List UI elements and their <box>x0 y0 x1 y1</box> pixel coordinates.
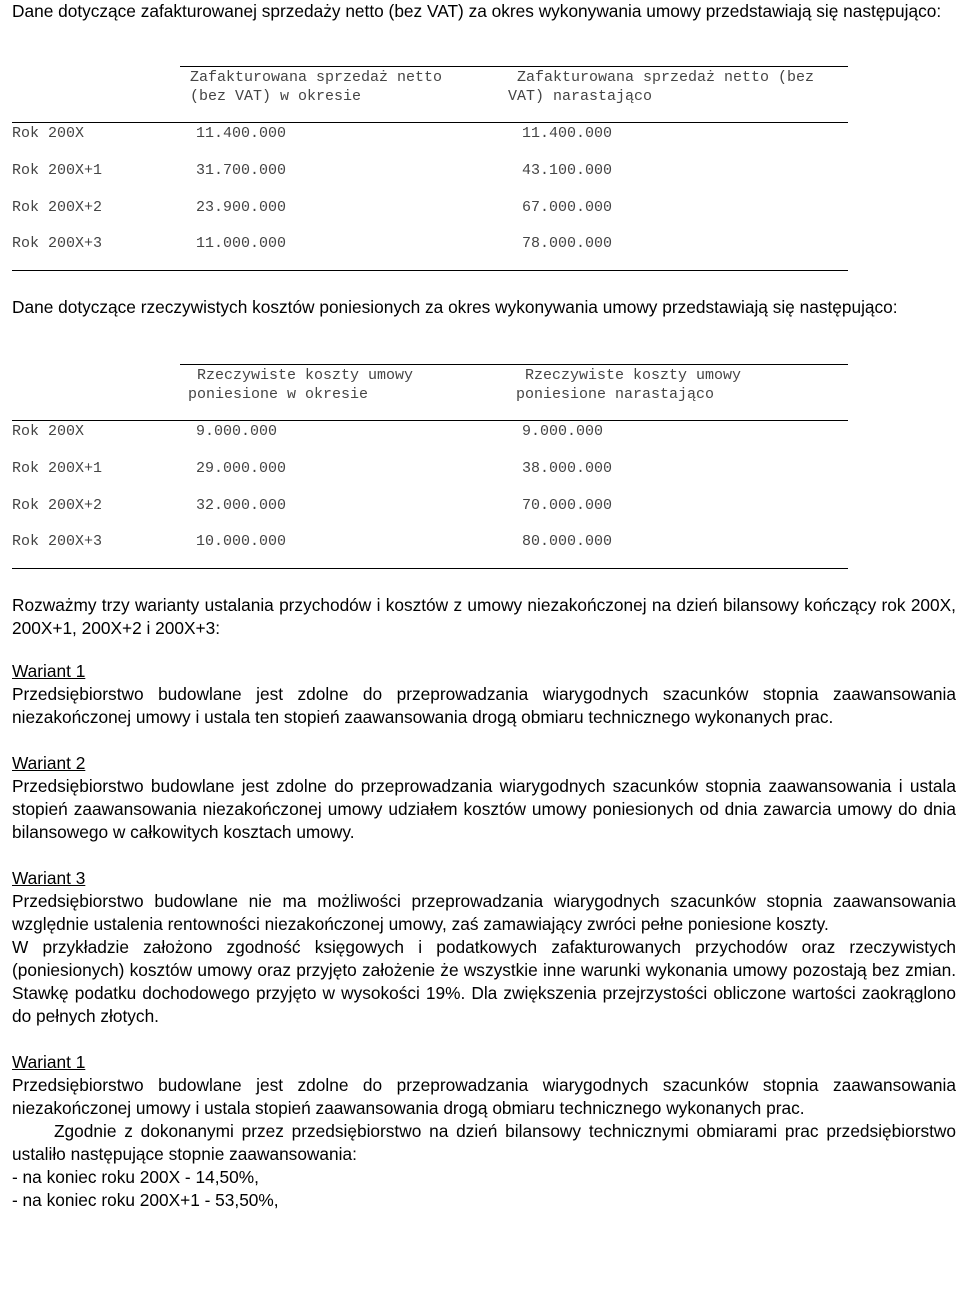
list-item: - na koniec roku 200X - 14,50%, <box>12 1167 259 1187</box>
table-rule <box>12 420 848 421</box>
intro-paragraph-costs: Dane dotyczące rzeczywistych kosztów poniesionych za okres wykonywania umowy przedstawiają się następująco: <box>12 297 898 317</box>
variant-1-detail-text: Przedsiębiorstwo budowlane jest zdolne do przeprowadzania wiarygodnych szacunków stopnia zaawansowania niezakończonej umowy i ustala stopień zaawansowania drogą obmiaru technicznego wykonanych prac. <box>12 1075 956 1118</box>
variant-1-detail-text-2: Zgodnie z dokonanymi przez przedsiębiorstwo na dzień bilansowy technicznymi obmiarami prac przedsiębiorstwo ustaliło następujące stopnie zaawansowania: <box>12 1121 956 1164</box>
costs-row-cumulative: 9.000.000 <box>522 423 604 440</box>
sales-row-label: Rok 200X <box>12 125 85 142</box>
costs-col2-header: Rzeczywiste koszty umowy poniesione narastająco <box>516 367 742 403</box>
sales-col1-header: Zafakturowana sprzedaż netto (bez VAT) w okresie <box>190 69 443 105</box>
intro-paragraph-sales: Dane dotyczące zafakturowanej sprzedaży netto (bez VAT) za okres wykonywania umowy przedstawiają się następująco: <box>12 1 942 21</box>
variants-intro: Rozważmy trzy warianty ustalania przychodów i kosztów z umowy niezakończonej na dzień bilansowy kończący rok 200X, 200X+1, 200X+2 i 200X+3: <box>12 595 956 638</box>
sales-row-cumulative: 67.000.000 <box>522 199 613 216</box>
costs-row-label: Rok 200X <box>12 423 85 440</box>
costs-row-period: 32.000.000 <box>196 497 287 514</box>
variant-3-heading: Wariant 3 <box>12 868 86 888</box>
body-text <box>12 594 956 1212</box>
sales-row-period: 31.700.000 <box>196 162 287 179</box>
costs-row-cumulative: 38.000.000 <box>522 460 613 477</box>
costs-row-label: Rok 200X+1 <box>12 460 103 477</box>
sales-row-period: 11.000.000 <box>196 235 287 252</box>
sales-table <box>12 66 848 274</box>
costs-row-cumulative: 80.000.000 <box>522 533 613 550</box>
sales-row-label: Rok 200X+1 <box>12 162 103 179</box>
variant-2-text: Przedsiębiorstwo budowlane jest zdolne do przeprowadzania wiarygodnych szacunków stopnia zaawansowania i ustala stopień zaawansowania niezakończonej umowy udziałem kosztów umowy poniesionych od dnia zawarcia umowy do dnia bilansowego w całkowitych kosztach umowy. <box>12 776 956 842</box>
sales-col2-header: Zafakturowana sprzedaż netto (bez VAT) narastająco <box>508 69 815 105</box>
sales-row-cumulative: 43.100.000 <box>522 162 613 179</box>
costs-row-label: Rok 200X+2 <box>12 497 103 514</box>
list-item: - na koniec roku 200X+1 - 53,50%, <box>12 1190 279 1210</box>
example-assumptions: W przykładzie założono zgodność księgowych i podatkowych zafakturowanych przychodów oraz rzeczywistych (poniesionych) kosztów umowy oraz przyjęto założenie że wszystkie inne warunki wykonania umowy pozostają bez zmian. Stawkę podatku dochodowego przyjęto w wysokości 19%. Dla zwiększenia przejrzystości obliczone wartości zaokrąglono do pełnych złotych. <box>12 937 956 1026</box>
sales-row-label: Rok 200X+3 <box>12 235 103 252</box>
table-rule <box>180 364 848 365</box>
table-rule <box>180 66 848 67</box>
table-rule <box>12 568 848 569</box>
costs-table <box>12 364 848 572</box>
sales-row-period: 11.400.000 <box>196 125 287 142</box>
sales-row-period: 23.900.000 <box>196 199 287 216</box>
costs-col1-header: Rzeczywiste koszty umowy poniesione w okresie <box>188 367 414 403</box>
costs-row-period: 10.000.000 <box>196 533 287 550</box>
variant-2-heading: Wariant 2 <box>12 753 86 773</box>
progress-list <box>12 1166 956 1212</box>
costs-row-label: Rok 200X+3 <box>12 533 103 550</box>
variant-3-text: Przedsiębiorstwo budowlane nie ma możliwości przeprowadzania wiarygodnych szacunków stopnia zaawansowania względnie ustalenia rentowności niezakończonej umowy, zaś zamawiający zwróci pełne poniesione koszty. <box>12 891 956 934</box>
sales-row-label: Rok 200X+2 <box>12 199 103 216</box>
costs-row-period: 29.000.000 <box>196 460 287 477</box>
costs-row-period: 9.000.000 <box>196 423 278 440</box>
costs-row-cumulative: 70.000.000 <box>522 497 613 514</box>
variant-1-detail-heading: Wariant 1 <box>12 1052 86 1072</box>
table-rule <box>12 122 848 123</box>
variant-1-text: Przedsiębiorstwo budowlane jest zdolne do przeprowadzania wiarygodnych szacunków stopnia zaawansowania niezakończonej umowy i ustala ten stopień zaawansowania drogą obmiaru technicznego wykonanych prac. <box>12 684 956 727</box>
variant-1-heading: Wariant 1 <box>12 661 86 681</box>
sales-row-cumulative: 11.400.000 <box>522 125 613 142</box>
table-rule <box>12 270 848 271</box>
sales-row-cumulative: 78.000.000 <box>522 235 613 252</box>
